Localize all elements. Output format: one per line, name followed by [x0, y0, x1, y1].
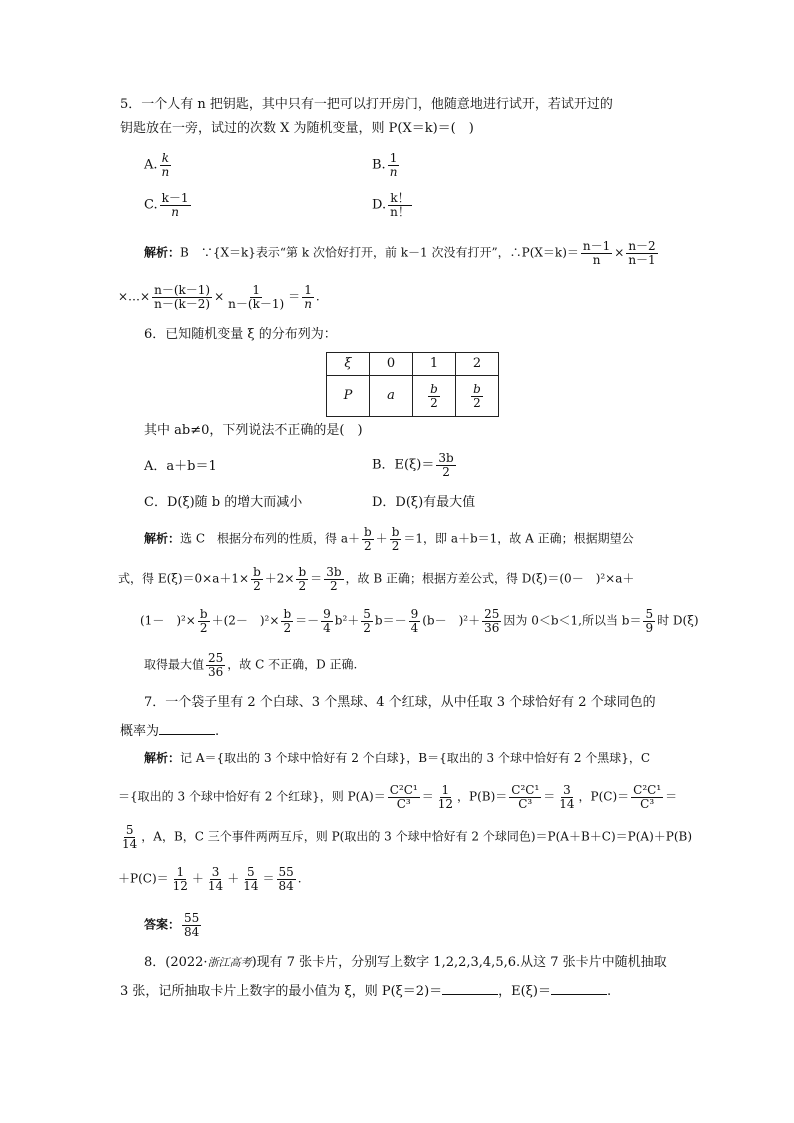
- q7-stem-end: .: [215, 724, 220, 739]
- q6-option-d: D．D(ξ)有最大值: [372, 495, 476, 510]
- q6-table-h0: 0: [370, 353, 413, 376]
- q7-sol-pb-val-den: 14: [559, 796, 575, 811]
- q6-sol-l2-a: 式，得 E(ξ)＝0×a＋1×: [118, 571, 250, 586]
- q7-sol-l4-f3-num: 5: [247, 865, 255, 879]
- q6-sol-l3-f3-num: 25: [484, 607, 500, 621]
- q6-sol-l1-frac2-den: 2: [391, 538, 400, 553]
- q6-option-c: C．D(ξ)随 b 的增大而减小: [144, 495, 303, 510]
- q7-solution-line2: [118, 784, 734, 810]
- q6-sol-l3-fb1-den: 2: [199, 620, 208, 635]
- q5-sol-frac3-den: n－(k－2): [154, 296, 211, 311]
- q7-sol-l4-f2-num: 3: [211, 865, 220, 879]
- q6-sol-l2-frac3-num: 3b: [326, 565, 342, 579]
- q7-solution-line4: [118, 866, 734, 892]
- q6-sol-l3-g: 因为 0＜b＜1,所以当 b＝: [503, 613, 642, 628]
- q5-option-b-prefix: B.: [372, 157, 386, 173]
- q6-sol-l3-fb2: [281, 608, 293, 634]
- q6-sol-l1-b: ＝1，即 a＋b＝1，故 A 正确；根据期望公: [403, 531, 634, 546]
- q6-table-p2: [456, 376, 499, 417]
- q6-solution-line2: [118, 566, 734, 592]
- q6-sol-l2-mid: ＋2×: [264, 571, 295, 586]
- q5-option-b-num: 1: [389, 151, 398, 165]
- q5-option-a-prefix: A.: [144, 157, 158, 173]
- q7-sol-pb-val: [557, 784, 576, 810]
- q5-sol-frac4-den: n－(k－1): [228, 296, 285, 311]
- q6-table-p1: [413, 376, 456, 417]
- q6-table-p0: a: [370, 376, 413, 417]
- q8-blank-prob[interactable]: [442, 982, 498, 995]
- q6-sol-l1-plus: ＋: [375, 531, 388, 546]
- q6-sol-l3-f2-den: 2: [363, 620, 371, 635]
- q5-option-d: [372, 192, 734, 218]
- q8-line2-b: ，E(ξ)＝: [498, 984, 551, 999]
- q6-sol-l3-f1: [321, 608, 333, 634]
- q5-sol-frac2-den: n－1: [628, 252, 656, 267]
- q5-solution-line1: [144, 240, 734, 266]
- q7-sol-l4-f1: [171, 866, 190, 892]
- q6-table-h2: 2: [456, 353, 499, 376]
- q6-sol-l4-a: 取得最大值: [144, 657, 205, 672]
- q7-sol-l2-a: ＝{取出的 3 个球中恰好有 2 个红球}，则 P(A)＝: [118, 789, 386, 804]
- q7-sol-l4-eq: ＝: [262, 871, 275, 886]
- q5-option-a-fraction: [160, 152, 172, 178]
- q6-table-p1-num: b: [430, 381, 438, 396]
- q6-sol-l3-f: (b－ )²＋: [422, 613, 481, 628]
- q7-sol-l4-f4-num: 55: [278, 865, 294, 879]
- q6-option-b-prefix: B．E(ξ)＝: [372, 457, 435, 473]
- q7-answer-label: 答案：: [144, 917, 181, 932]
- q6-sol-l1-frac1-num: b: [363, 525, 372, 539]
- q7-stem-line2: [120, 722, 734, 740]
- q6-sol-l2-frac1: [251, 566, 263, 592]
- q6-sol-l3-b: ＋(2－ )²×: [211, 613, 280, 628]
- q5-sol-frac1-num: n－1: [582, 239, 611, 253]
- q5-option-c-num: k－1: [161, 191, 189, 205]
- q6-sol-l3-e: b＝－: [374, 613, 407, 628]
- q6-sol-l3-f4: [643, 608, 655, 634]
- q6-table-prob-row: [327, 376, 499, 417]
- q6-sol-l3-a: (1－ )²×: [140, 613, 196, 628]
- q6-sol-l1-frac1: [362, 526, 374, 552]
- q6-sol-l3-f1b-den: 4: [410, 620, 419, 635]
- q7-answer-num: 55: [184, 911, 200, 925]
- q5-option-c-fraction: [160, 192, 191, 218]
- q7-sol-l4-f4: [277, 866, 296, 892]
- q5-sol-frac4-num: 1: [252, 283, 260, 297]
- q7-sol-l3-frac: [120, 824, 139, 850]
- q5-sol-line2-start: ×…×: [118, 289, 151, 304]
- q6-sol-l3-f4-num: 5: [645, 607, 654, 621]
- q6-sol-l1-frac2: [390, 526, 402, 552]
- q5-sol-frac5-num: 1: [304, 283, 312, 297]
- q5-option-d-fraction: [388, 192, 412, 218]
- q7-sol-l4-f2-den: 14: [207, 878, 224, 893]
- q7-sol-pa-val: [436, 784, 455, 810]
- q7-sol-pb-frac: [509, 784, 541, 810]
- q5-sol-frac5: [302, 284, 314, 310]
- q7-sol-l2-c: ，P(C)＝: [578, 789, 630, 804]
- q7-sol-pc-frac: [631, 784, 663, 810]
- q6-condition: 其中 ab≠0，下列说法不正确的是( ): [144, 423, 363, 438]
- q6-sol-l3-f3-den: 36: [484, 620, 500, 635]
- q5-sol-frac2: [626, 240, 657, 266]
- q7-sol-pb-eq: ＝: [543, 789, 556, 804]
- q7-sol-l4-f2: [206, 866, 225, 892]
- q6-sol-l3-f1-den: 4: [323, 620, 331, 635]
- q6-sol-l3-f1b: [409, 608, 421, 634]
- q5-sol-frac3: [152, 284, 212, 310]
- q7-sol-pa-val-den: 12: [437, 796, 453, 811]
- q8-source: 浙江高考: [207, 956, 252, 969]
- q5-sol-frac5-den: n: [304, 296, 312, 311]
- q5-solution-text1: B ∵{X＝k}表示“第 k 次恰好打开，前 k－1 次没有打开”，∴P(X＝k)＝: [180, 245, 579, 260]
- q6-stem: 6．已知随机变量 ξ 的分布列为：: [144, 327, 337, 342]
- q6-sol-l2-frac1-num: b: [253, 565, 261, 579]
- q7-solution-line1: [144, 752, 734, 766]
- q5-sol-frac2-num: n－2: [628, 239, 656, 253]
- q7-sol-pa-val-num: 1: [441, 783, 450, 797]
- q6-solution-label: 解析：: [144, 531, 181, 546]
- q7-sol-pb-num: C²C¹: [511, 783, 540, 797]
- q7-sol-l4-a: ＋P(C)＝: [118, 871, 169, 886]
- q6-sol-l2-frac3: [324, 566, 343, 592]
- q7-sol-pb-val-num: 3: [563, 783, 571, 797]
- q7-sol-pb-den: C³: [518, 796, 533, 811]
- q7-sol-l4-f3-den: 14: [243, 878, 259, 893]
- q7-sol-pa-frac: [388, 784, 420, 810]
- q6-option-b-frac: [436, 452, 455, 478]
- q8-line2-end: .: [606, 984, 612, 999]
- q8-line1-rest: )现有 7 张卡片，分别写上数字 1,2,2,3,4,5,6.从这 7 张卡片中随机抽取: [251, 955, 667, 970]
- q6-table-p2-frac: [471, 383, 483, 409]
- q6-sol-l2-frac2: [296, 566, 308, 592]
- q6-sol-l1-frac2-num: b: [391, 525, 400, 539]
- q7-sol-pc-den: C³: [640, 796, 655, 811]
- q5-option-a-num: k: [161, 151, 170, 165]
- q6-sol-l3-f4-den: 9: [645, 620, 654, 635]
- q5-option-d-num: k！: [390, 191, 410, 205]
- q7-solution-line3: [118, 824, 734, 850]
- q6-sol-l3-d: b²＋: [334, 613, 360, 628]
- q7-sol-l4-end: .: [297, 871, 302, 886]
- q6-sol-l3-f2-num: 5: [363, 607, 371, 621]
- q6-sol-l3-f1-num: 9: [323, 607, 331, 621]
- q7-answer-line: [144, 912, 734, 938]
- q6-solution-line3: [140, 608, 734, 634]
- q6-table-xi: ξ: [327, 353, 370, 376]
- q8-line2: [120, 982, 734, 1000]
- q5-stem-line1: 5．一个人有 n 把钥匙，其中只有一把可以打开房门，他随意地进行试开，若试开过的: [120, 97, 613, 112]
- q6-sol-l3-h: 时 D(ξ): [657, 613, 699, 628]
- q6-sol-l3-fb2-num: b: [283, 607, 292, 621]
- q8-line1: [144, 956, 734, 971]
- q6-option-a: A．a＋b＝1: [144, 459, 217, 474]
- q6-option-b-den: 2: [442, 464, 450, 479]
- q6-table-p-label: P: [327, 376, 370, 417]
- q7-sol-l3-den: 14: [122, 836, 138, 851]
- q6-sol-l2-frac2-den: 2: [298, 578, 307, 593]
- q6-sol-l3-fb1-num: b: [199, 607, 208, 621]
- q6-option-b-num: 3b: [438, 451, 454, 465]
- q6-sol-l4-b: ，故 C 不正确，D 正确.: [227, 657, 358, 672]
- q6-sol-l3-fb2-den: 2: [283, 620, 292, 635]
- q7-sol-l3-a: ，A，B，C 三个事件两两互斥，则 P(取出的 3 个球中恰好有 2 个球同色)＝P(A＋B＋C)＝P(A)＋P(B): [141, 829, 693, 844]
- q8-line2-a: 3 张，记所抽取卡片上数字的最小值为 ξ，则 P(ξ＝2)＝: [120, 984, 443, 999]
- q7-sol-l4-f3: [241, 866, 260, 892]
- q5-sol-frac4: [226, 284, 286, 310]
- q7-sol-l4-f1-den: 12: [172, 878, 188, 893]
- q7-stem-line2-text: 概率为: [120, 724, 160, 739]
- q5-sol-frac3-num: n－(k－1): [154, 283, 211, 297]
- q6-sol-l3-f1b-num: 9: [410, 607, 419, 621]
- q6-sol-l2-frac1-den: 2: [253, 578, 261, 593]
- q5-sol-frac1: [581, 240, 612, 266]
- q6-table-p1-den: 2: [430, 395, 438, 410]
- q5-sol-frac1-den: n: [592, 252, 601, 267]
- q6-sol-l1-frac1-den: 2: [364, 538, 372, 553]
- q6-table-h1: 1: [413, 353, 456, 376]
- q7-answer-frac: [182, 912, 201, 938]
- q7-sol-pa-num: C²C¹: [389, 783, 418, 797]
- q7-sol-l1: 记 A＝{取出的 3 个球中恰好有 2 个白球}，B＝{取出的 3 个球中恰好有 2 个黑球}，C: [180, 751, 651, 765]
- q5-option-a-den: n: [161, 164, 170, 179]
- q5-option-b: [372, 152, 734, 178]
- q5-solution-line2: [118, 284, 734, 310]
- q6-sol-l2-b: ，故 B 正确；根据方差公式，得 D(ξ)＝(0－ )²×a＋: [345, 571, 635, 586]
- q6-table-p1-frac: [428, 383, 440, 409]
- q6-table-header-row: [327, 353, 499, 376]
- q5-option-b-den: n: [389, 164, 398, 179]
- q7-sol-l4-f1-num: 1: [176, 865, 185, 879]
- q7-solution-label: 解析：: [144, 751, 181, 765]
- q5-sol-times: ×: [614, 245, 625, 260]
- q7-answer-blank[interactable]: [159, 722, 215, 735]
- q6-sol-l2-frac3-den: 2: [330, 578, 338, 593]
- q5-option-d-den: n！: [390, 204, 410, 219]
- q6-sol-l2-frac2-num: b: [298, 565, 307, 579]
- q6-sol-l4-frac: [206, 652, 225, 678]
- q5-sol-end: .: [315, 289, 320, 304]
- q7-sol-pc-eq: ＝: [665, 789, 678, 804]
- q5-sol-eq: ＝: [288, 289, 301, 304]
- q6-sol-l3-fb1: [198, 608, 210, 634]
- q6-sol-l3-f2: [361, 608, 373, 634]
- q6-sol-l3-c: ＝－: [295, 613, 320, 628]
- q7-answer-den: 84: [184, 924, 200, 939]
- q6-sol-l1-a: 选 C 根据分布列的性质，得 a＋: [180, 531, 360, 546]
- q7-sol-l3-num: 5: [125, 823, 134, 837]
- q6-distribution-table: [326, 352, 499, 417]
- q5-sol-times2: ×: [214, 289, 225, 304]
- q6-sol-l2-eq: ＝: [310, 571, 323, 586]
- q7-stem-line1: 7．一个袋子里有 2 个白球、3 个黑球、4 个红球，从中任取 3 个球恰好有 2 个球同色的: [144, 695, 656, 710]
- q5-option-d-prefix: D.: [372, 197, 387, 213]
- q5-solution-label: 解析：: [144, 245, 181, 260]
- q5-option-c-prefix: C.: [144, 197, 158, 213]
- q6-sol-l3-f3: [482, 608, 501, 634]
- q5-stem-line2: 钥匙放在一旁，试过的次数 X 为随机变量，则 P(X＝k)＝( ): [120, 121, 474, 136]
- q5-option-c-den: n: [171, 204, 179, 219]
- q7-sol-pa-den: C³: [396, 796, 411, 811]
- q8-year: 8．(2022·: [144, 955, 208, 970]
- q6-sol-l4-frac-num: 25: [208, 651, 224, 665]
- q6-solution-line4: [144, 652, 734, 678]
- q7-sol-l4-plus1: ＋: [191, 871, 204, 886]
- q7-sol-pc-num: C²C¹: [633, 783, 662, 797]
- q6-sol-l4-frac-den: 36: [208, 664, 224, 679]
- q5-option-b-fraction: [388, 152, 400, 178]
- q6-solution-line1: [144, 526, 734, 552]
- q6-option-b: [372, 452, 734, 478]
- q7-sol-l4-f4-den: 84: [278, 878, 294, 893]
- q7-sol-pa-eq: ＝: [421, 789, 434, 804]
- q8-blank-expect[interactable]: [551, 982, 607, 995]
- q7-sol-l2-b: ，P(B)＝: [457, 789, 508, 804]
- q6-table-p2-num: b: [473, 381, 481, 396]
- q7-sol-l4-plus2: ＋: [227, 871, 240, 886]
- q6-table-p2-den: 2: [473, 395, 481, 410]
